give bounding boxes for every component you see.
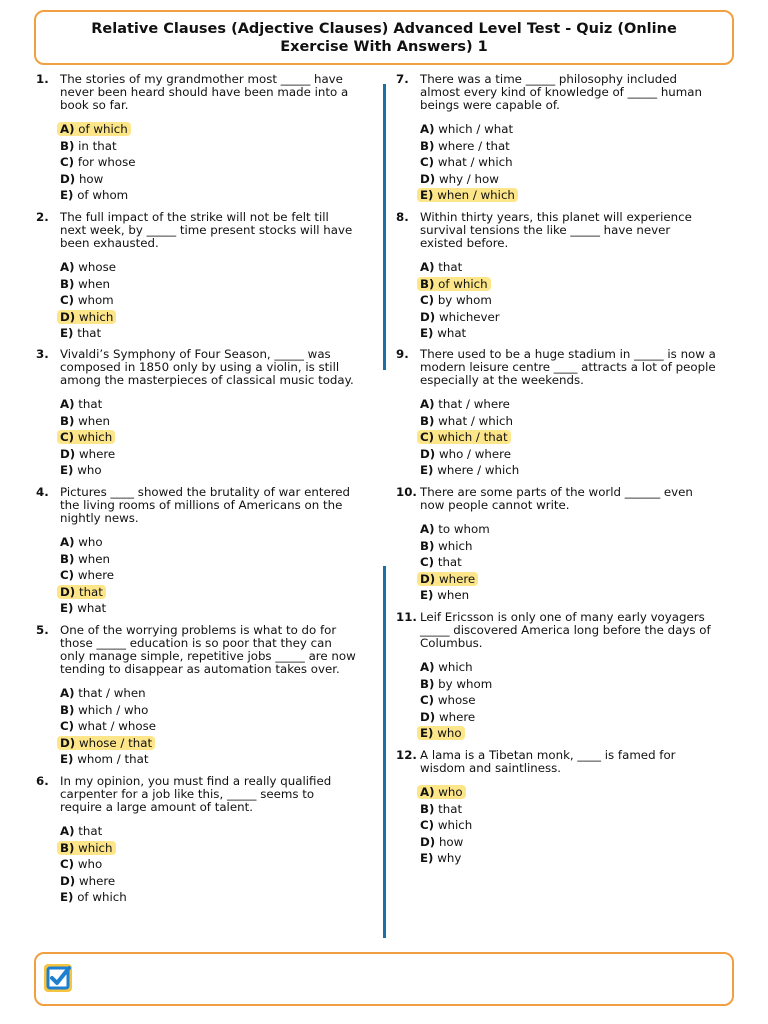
question-2	[36, 211, 356, 342]
option-content	[60, 857, 102, 871]
option-c[interactable]	[420, 292, 716, 309]
option-b[interactable]	[60, 840, 356, 857]
correct-answer-highlight	[417, 785, 466, 799]
option-content	[60, 601, 106, 615]
option-text: that	[438, 260, 463, 274]
option-label: B)	[60, 276, 75, 291]
option-content	[420, 397, 510, 411]
option-content	[60, 155, 136, 169]
option-e[interactable]	[420, 187, 716, 204]
option-content	[420, 172, 499, 186]
option-b[interactable]	[60, 276, 356, 293]
option-text: where / that	[438, 138, 510, 153]
correct-answer-highlight	[57, 585, 106, 599]
option-text: where / which	[437, 463, 520, 477]
option-text: who	[438, 785, 463, 799]
question-6	[36, 775, 356, 906]
option-a[interactable]	[420, 396, 716, 413]
option-c[interactable]	[420, 817, 716, 834]
option-label: B)	[420, 676, 435, 691]
option-list	[420, 396, 716, 479]
option-label: C)	[60, 155, 75, 169]
option-a[interactable]	[60, 685, 356, 702]
option-text: where	[438, 709, 476, 724]
option-e[interactable]	[420, 325, 716, 342]
option-content	[60, 824, 102, 838]
option-label: A)	[420, 260, 435, 274]
question-number: 6.	[36, 774, 49, 788]
option-content	[420, 293, 492, 307]
option-c[interactable]	[60, 856, 356, 873]
option-label: A)	[420, 660, 435, 674]
option-b[interactable]	[60, 138, 356, 155]
option-text: which	[77, 430, 113, 444]
question-number: 2.	[36, 210, 49, 224]
option-content	[420, 155, 513, 169]
correct-answer-highlight	[417, 430, 511, 444]
option-label: A)	[60, 535, 75, 549]
column-divider	[383, 566, 386, 938]
option-content	[420, 463, 519, 477]
option-text: where	[78, 446, 116, 461]
option-label: D)	[420, 571, 436, 586]
question-text: A lama is a Tibetan monk, ____ is famed for wisdom and saintliness.	[420, 748, 676, 775]
option-text: how	[78, 171, 104, 186]
option-text: whom	[77, 293, 114, 307]
option-c[interactable]	[60, 292, 356, 309]
option-label: E)	[60, 752, 74, 766]
option-text: when	[78, 551, 111, 566]
option-label: C)	[420, 818, 435, 832]
option-c[interactable]	[60, 567, 356, 584]
option-text: of which	[438, 276, 488, 291]
option-a[interactable]	[60, 121, 356, 138]
option-text: whichever	[438, 309, 500, 324]
option-b[interactable]	[60, 702, 356, 719]
option-label: D)	[60, 171, 76, 186]
option-b[interactable]	[420, 138, 716, 155]
option-label: C)	[420, 693, 435, 707]
option-text: which	[438, 660, 473, 674]
option-b[interactable]	[420, 676, 716, 693]
option-text: who	[77, 857, 103, 871]
option-list	[60, 685, 356, 768]
option-content	[420, 539, 473, 553]
question-8	[396, 211, 716, 342]
option-text: where	[438, 571, 476, 586]
option-b[interactable]	[60, 551, 356, 568]
option-b[interactable]	[420, 413, 716, 430]
option-text: that	[437, 555, 462, 569]
option-list	[60, 121, 356, 204]
question-text: In my opinion, you must find a really qualified carpenter for a job like this, _____ seems to require a large amount of talent.	[60, 774, 332, 814]
option-d[interactable]	[60, 735, 356, 752]
option-a[interactable]	[420, 521, 716, 538]
option-text: who	[437, 726, 462, 740]
option-text: of whom	[77, 188, 129, 202]
option-content	[60, 397, 102, 411]
option-text: whose	[78, 260, 117, 274]
option-content	[60, 568, 114, 582]
option-content	[420, 310, 500, 324]
option-d[interactable]	[420, 834, 716, 851]
option-b[interactable]	[420, 801, 716, 818]
option-d[interactable]	[420, 446, 716, 463]
option-a[interactable]	[420, 659, 716, 676]
option-content	[420, 677, 492, 691]
option-text: by whom	[438, 676, 493, 691]
option-text: that	[78, 584, 103, 599]
option-list	[420, 521, 716, 604]
option-label: A)	[60, 260, 75, 274]
question-number: 5.	[36, 623, 49, 637]
question-9	[396, 348, 716, 479]
option-label: B)	[420, 138, 435, 153]
option-content	[60, 139, 117, 153]
option-c[interactable]	[420, 554, 716, 571]
option-label: C)	[420, 293, 435, 307]
option-content	[420, 835, 463, 849]
option-text: what / whose	[77, 719, 157, 733]
option-text: for whose	[77, 155, 136, 169]
option-e[interactable]	[60, 462, 356, 479]
question-5	[36, 624, 356, 768]
question-10	[396, 486, 716, 604]
option-b[interactable]	[420, 276, 716, 293]
option-text: when	[78, 276, 111, 291]
correct-answer-highlight	[417, 572, 478, 586]
option-text: whose / that	[78, 735, 153, 750]
option-text: how	[438, 834, 464, 849]
option-label: A)	[60, 397, 75, 411]
question-4	[36, 486, 356, 617]
question-text: One of the worrying problems is what to do for those _____ education is so poor that they can only manage simple, repetitive jobs _____ are now tending to disappear as automation takes over.	[60, 623, 356, 676]
option-content	[60, 326, 101, 340]
option-text: which	[78, 309, 114, 324]
option-c[interactable]	[420, 154, 716, 171]
option-text: what / which	[438, 413, 513, 428]
question-1	[36, 73, 356, 204]
question-number: 8.	[396, 210, 409, 224]
option-c[interactable]	[60, 429, 356, 446]
question-text: The full impact of the strike will not be felt till next week, by _____ time present stocks will have been exhausted.	[60, 210, 353, 250]
option-text: who / where	[438, 446, 511, 461]
option-label: B)	[60, 413, 75, 428]
correct-answer-highlight	[417, 188, 518, 202]
option-text: when	[437, 588, 470, 602]
option-label: B)	[420, 276, 435, 291]
option-label: B)	[60, 138, 75, 153]
option-label: A)	[420, 785, 435, 799]
option-text: by whom	[437, 293, 492, 307]
question-number: 10.	[396, 485, 417, 499]
option-label: B)	[420, 413, 435, 428]
option-label: C)	[60, 293, 75, 307]
option-a[interactable]	[60, 259, 356, 276]
option-label: C)	[60, 857, 75, 871]
option-label: B)	[60, 840, 75, 855]
question-text: Pictures ____ showed the brutality of war entered the living rooms of millions of Americans on the nightly news.	[60, 485, 351, 525]
option-text: that	[438, 801, 463, 816]
option-label: D)	[420, 834, 436, 849]
question-text: The stories of my grandmother most _____ have never been heard should have been made into a book so far.	[60, 72, 349, 112]
option-text: of which	[78, 122, 128, 136]
option-text: where	[78, 873, 116, 888]
option-e[interactable]	[420, 725, 716, 742]
option-label: B)	[60, 702, 75, 717]
question-number: 9.	[396, 347, 409, 361]
option-list	[420, 659, 716, 742]
option-label: E)	[60, 188, 74, 202]
option-text: that / when	[78, 686, 146, 700]
option-list	[60, 396, 356, 479]
option-content	[420, 414, 513, 428]
option-label: D)	[60, 446, 76, 461]
question-text: Vivaldi’s Symphony of Four Season, _____ was composed in 1850 only by using a violin, is still among the masterpieces of classical music today.	[60, 347, 354, 387]
option-label: A)	[420, 522, 435, 536]
option-d[interactable]	[60, 873, 356, 890]
option-label: D)	[420, 309, 436, 324]
option-content	[420, 802, 462, 816]
option-label: E)	[420, 726, 434, 740]
question-text: Leif Ericsson is only one of many early voyagers _____ discovered America long before the days of Columbus.	[420, 610, 711, 650]
option-label: E)	[420, 851, 434, 865]
option-text: what / which	[437, 155, 513, 169]
question-3	[36, 348, 356, 479]
correct-answer-highlight	[57, 122, 131, 136]
option-content	[60, 890, 127, 904]
question-number: 7.	[396, 72, 409, 86]
option-label: E)	[420, 463, 434, 477]
option-label: D)	[420, 446, 436, 461]
correct-answer-highlight	[57, 430, 115, 444]
question-number: 1.	[36, 72, 49, 86]
option-content	[60, 447, 115, 461]
option-a[interactable]	[60, 534, 356, 551]
option-label: E)	[60, 890, 74, 904]
option-content	[420, 710, 475, 724]
option-text: which	[437, 818, 473, 832]
option-content	[420, 522, 490, 536]
option-c[interactable]	[420, 692, 716, 709]
option-c[interactable]	[60, 718, 356, 735]
option-label: A)	[60, 686, 75, 700]
option-label: C)	[420, 155, 435, 169]
option-label: E)	[60, 601, 74, 615]
option-content	[420, 693, 476, 707]
option-content	[60, 414, 110, 428]
option-content	[420, 260, 462, 274]
option-content	[420, 139, 510, 153]
option-text: where	[77, 568, 115, 582]
option-label: B)	[420, 538, 435, 553]
option-list	[60, 259, 356, 342]
question-text: There are some parts of the world ______ even now people cannot write.	[420, 485, 693, 512]
option-e[interactable]	[420, 587, 716, 604]
option-content	[60, 703, 148, 717]
option-content	[420, 447, 511, 461]
option-d[interactable]	[420, 709, 716, 726]
option-content	[60, 719, 156, 733]
question-text: There was a time _____ philosophy included almost every kind of knowledge of _____ human beings were capable of.	[420, 72, 702, 112]
option-label: E)	[420, 326, 434, 340]
option-label: A)	[60, 824, 75, 838]
option-label: C)	[60, 568, 75, 582]
option-e[interactable]	[60, 751, 356, 768]
option-d[interactable]	[60, 584, 356, 601]
option-content	[420, 851, 461, 865]
option-text: which / who	[78, 702, 149, 717]
option-content	[60, 260, 116, 274]
option-a[interactable]	[60, 823, 356, 840]
option-content	[60, 686, 146, 700]
option-text: whose	[437, 693, 476, 707]
correct-answer-highlight	[57, 841, 116, 855]
option-content	[420, 326, 466, 340]
option-list	[420, 259, 716, 342]
option-list	[420, 784, 716, 867]
option-text: why	[437, 851, 462, 865]
option-label: D)	[60, 584, 76, 599]
option-text: whom / that	[77, 752, 149, 766]
option-list	[60, 823, 356, 906]
option-label: D)	[60, 735, 76, 750]
option-text: which / what	[438, 122, 514, 136]
option-text: that	[77, 326, 102, 340]
option-text: who	[77, 463, 102, 477]
option-label: A)	[420, 122, 435, 136]
question-number: 11.	[396, 610, 417, 624]
option-c[interactable]	[60, 154, 356, 171]
option-content	[60, 188, 128, 202]
question-number: 3.	[36, 347, 49, 361]
option-list	[420, 121, 716, 204]
correct-answer-highlight	[57, 310, 116, 324]
option-content	[60, 874, 115, 888]
option-e[interactable]	[60, 600, 356, 617]
question-12	[396, 749, 716, 867]
option-label: E)	[420, 588, 434, 602]
option-e[interactable]	[60, 325, 356, 342]
option-e[interactable]	[420, 850, 716, 867]
option-c[interactable]	[420, 429, 716, 446]
footer-box	[34, 952, 734, 1006]
correct-answer-highlight	[417, 277, 491, 291]
option-content	[60, 752, 148, 766]
option-a[interactable]	[420, 784, 716, 801]
option-text: to whom	[438, 522, 490, 536]
option-label: D)	[60, 309, 76, 324]
option-text: when	[78, 413, 111, 428]
option-label: C)	[420, 555, 435, 569]
option-text: when / which	[437, 188, 515, 202]
option-text: in that	[78, 138, 117, 153]
option-label: D)	[420, 171, 436, 186]
correct-answer-highlight	[57, 736, 155, 750]
option-content	[60, 172, 103, 186]
option-text: what	[437, 326, 467, 340]
option-content	[420, 588, 469, 602]
option-label: C)	[60, 719, 75, 733]
option-content	[420, 555, 462, 569]
option-label: E)	[60, 463, 74, 477]
column-divider	[383, 84, 386, 370]
option-text: that	[78, 824, 103, 838]
option-b[interactable]	[420, 538, 716, 555]
option-content	[60, 463, 102, 477]
option-a[interactable]	[60, 396, 356, 413]
option-e[interactable]	[60, 187, 356, 204]
option-b[interactable]	[60, 413, 356, 430]
option-content	[420, 818, 472, 832]
page-title: Relative Clauses (Adjective Clauses) Advanced Level Test - Quiz (Online Exercise With Answers) 1	[91, 20, 677, 55]
option-e[interactable]	[420, 462, 716, 479]
option-d[interactable]	[60, 446, 356, 463]
option-label: B)	[60, 551, 75, 566]
option-content	[420, 122, 513, 136]
option-label: C)	[420, 430, 435, 444]
option-label: E)	[420, 188, 434, 202]
option-label: A)	[420, 397, 435, 411]
option-list	[60, 534, 356, 617]
option-d[interactable]	[60, 171, 356, 188]
option-label: D)	[420, 709, 436, 724]
option-text: that / where	[438, 397, 510, 411]
option-content	[60, 277, 110, 291]
question-11	[396, 611, 716, 742]
option-content	[60, 293, 114, 307]
checkbox-check-icon	[42, 962, 74, 994]
option-d[interactable]	[60, 309, 356, 326]
option-d[interactable]	[420, 171, 716, 188]
option-text: what	[77, 601, 107, 615]
option-text: which	[438, 538, 473, 553]
question-text: There used to be a huge stadium in _____ is now a modern leisure centre ____ attracts a lot of people especially at the weekends.	[420, 347, 716, 387]
question-number: 4.	[36, 485, 49, 499]
title-box	[34, 10, 734, 65]
correct-answer-highlight	[417, 726, 465, 740]
option-text: which	[78, 840, 113, 855]
option-label: A)	[60, 122, 75, 136]
option-content	[60, 552, 110, 566]
option-content	[420, 660, 473, 674]
option-text: that	[78, 397, 103, 411]
question-number: 12.	[396, 748, 417, 762]
option-text: which / that	[437, 430, 508, 444]
option-d[interactable]	[420, 309, 716, 326]
option-label: D)	[60, 873, 76, 888]
option-label: E)	[60, 326, 74, 340]
option-d[interactable]	[420, 571, 716, 588]
option-a[interactable]	[420, 121, 716, 138]
option-label: B)	[420, 801, 435, 816]
option-a[interactable]	[420, 259, 716, 276]
option-text: why / how	[438, 171, 499, 186]
option-label: C)	[60, 430, 75, 444]
option-e[interactable]	[60, 889, 356, 906]
question-text: Within thirty years, this planet will experience survival tensions the like _____ have never existed before.	[420, 210, 692, 250]
option-text: who	[78, 535, 103, 549]
question-7	[396, 73, 716, 204]
option-text: of which	[77, 890, 127, 904]
option-content	[60, 535, 103, 549]
